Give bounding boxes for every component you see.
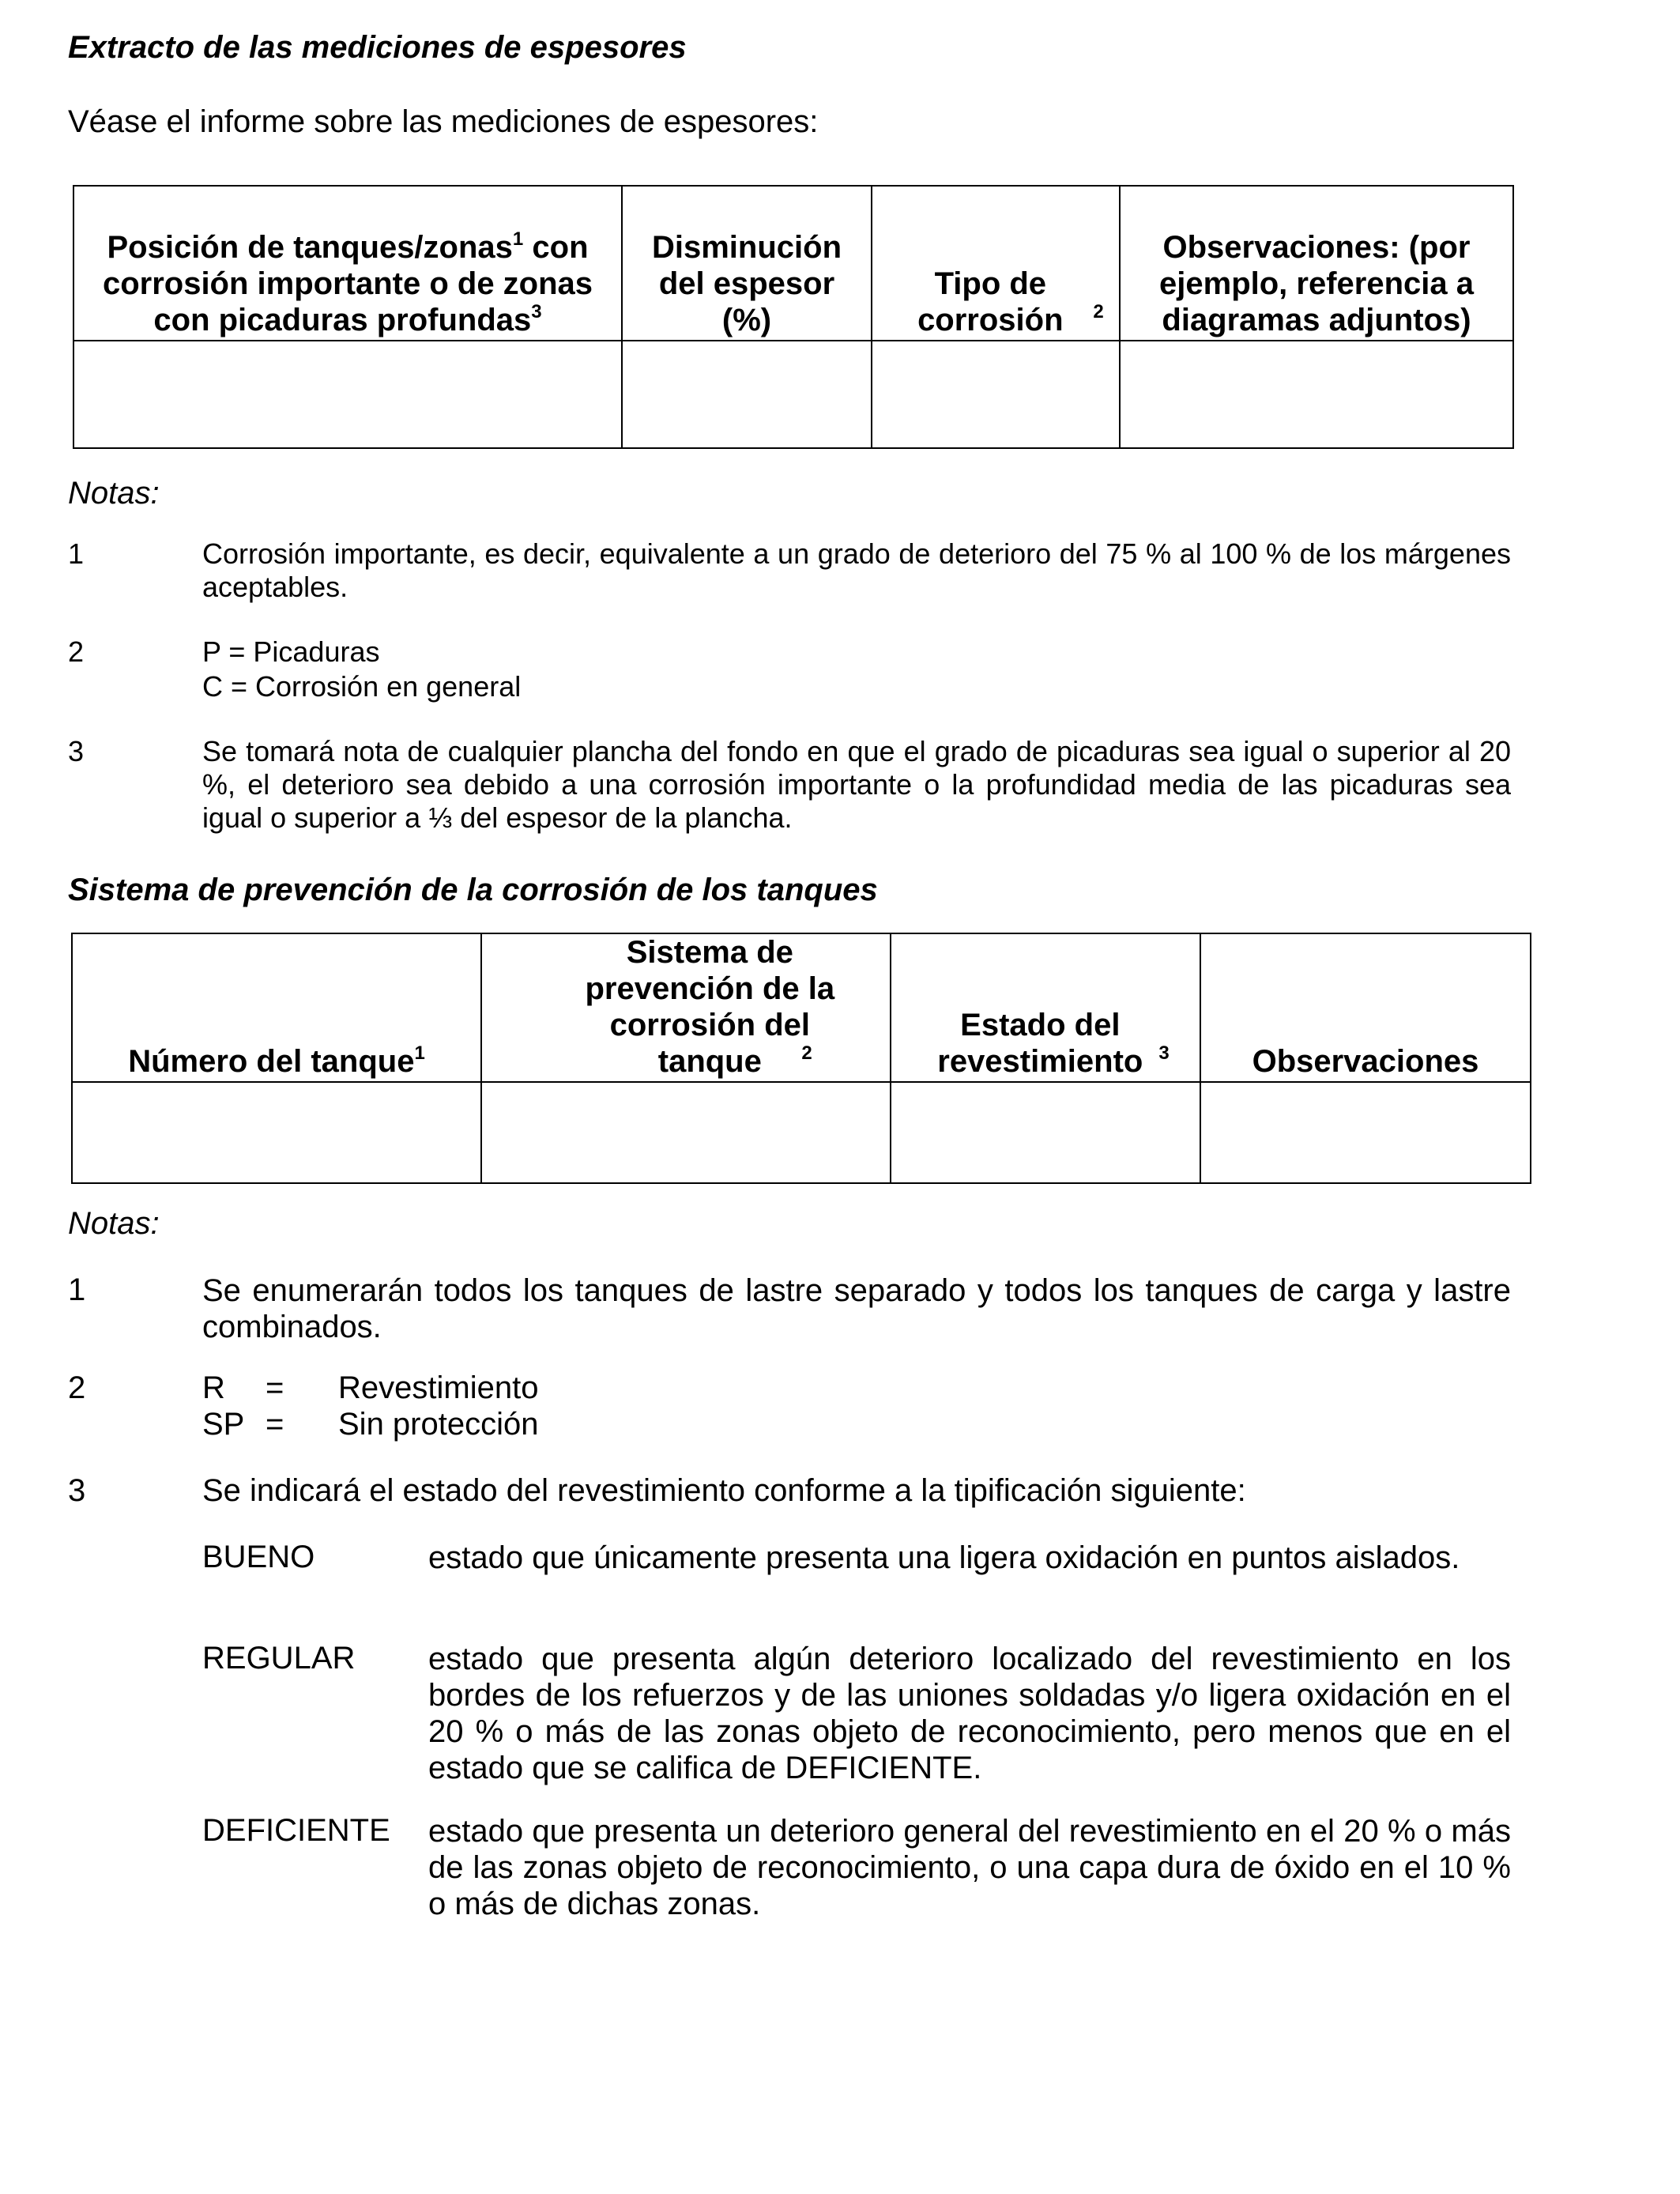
header-type	[872, 186, 1120, 341]
note-number: 2	[68, 1370, 86, 1405]
header-prevention-system	[481, 933, 891, 1082]
note-number: 2	[68, 635, 85, 668]
code-sp-text: Sin protección	[338, 1407, 539, 1442]
section-title-corrosion-prevention: Sistema de prevención de la corrosión de los tanques	[68, 873, 878, 907]
code-sp: SP	[202, 1407, 245, 1442]
table-cell[interactable]	[872, 341, 1120, 448]
footnote-ref: 1	[414, 1042, 425, 1064]
section-title-thickness: Extracto de las mediciones de espesores	[68, 30, 687, 65]
header-observations-2	[1200, 933, 1531, 1082]
header-coating-state	[891, 933, 1200, 1082]
header-position-text: Posición de tanques/zonas	[107, 230, 513, 265]
table-row	[72, 1082, 1531, 1183]
header-prevention-system-text: Sistema de prevención de la corrosión del tanque	[585, 935, 835, 1079]
header-decrease	[622, 186, 872, 341]
note-text: Corrosión importante, es decir, equivalente a un grado de deterioro del 75 % al 100 % de los márgenes aceptables.	[202, 537, 1511, 603]
state-def-regular: estado que presenta algún deterioro localizado del revestimiento en los bordes de los refuerzos y de las uniones soldadas y/o ligera oxidación en el 20 % o más de las zonas objeto de reconocimiento, pero menos que en el estado que se califica de DEFICIENTE.	[428, 1642, 1511, 1785]
note-line: P = Picaduras	[202, 635, 380, 668]
header-position-text-2: con corrosión importante o de zonas con picaduras profundas	[102, 230, 593, 337]
note-text: Se indicará el estado del revestimiento conforme a la tipificación siguiente:	[202, 1473, 1246, 1508]
header-observations-text: Observaciones: (por ejemplo, referencia a diagramas adjuntos)	[1159, 230, 1474, 337]
table-cell[interactable]	[72, 1082, 481, 1183]
table-cell[interactable]	[1200, 1082, 1531, 1183]
thickness-table-header	[73, 186, 1513, 341]
code-r: R	[202, 1370, 225, 1405]
footnote-ref: 3	[531, 301, 542, 322]
state-term-regular: REGULAR	[202, 1641, 356, 1676]
notes-label: Notas:	[68, 476, 160, 511]
header-coating-state-text: Estado del revestimiento	[937, 1008, 1143, 1079]
footnote-ref: 3	[1158, 1042, 1170, 1064]
header-tank-number-text: Número del tanque	[128, 1044, 415, 1079]
thickness-table	[73, 185, 1514, 449]
state-def-bueno: estado que únicamente presenta una ligera oxidación en puntos aislados.	[428, 1540, 1460, 1575]
table-cell[interactable]	[481, 1082, 891, 1183]
code-equals: =	[266, 1370, 284, 1405]
state-def-deficiente: estado que presenta un deterioro general del revestimiento en el 20 % o más de las zonas objeto de reconocimiento, o una capa dura de óxido en el 10 % o más de dichas zonas.	[428, 1814, 1511, 1921]
state-term-bueno: BUENO	[202, 1540, 315, 1574]
table-cell[interactable]	[73, 341, 622, 448]
note-number: 1	[68, 537, 85, 570]
header-observations	[1120, 186, 1513, 341]
header-type-text: Tipo de corrosión	[917, 266, 1064, 337]
note-number: 3	[68, 735, 85, 767]
note-line: C = Corrosión en general	[202, 670, 522, 703]
thickness-intro: Véase el informe sobre las mediciones de espesores:	[68, 104, 819, 139]
header-position	[73, 186, 622, 341]
table-cell[interactable]	[622, 341, 872, 448]
note-text: Se enumerarán todos los tanques de lastre separado y todos los tanques de carga y lastre combinados.	[202, 1273, 1511, 1344]
note-number: 1	[68, 1272, 86, 1307]
code-equals: =	[266, 1407, 284, 1442]
state-term-deficiente: DEFICIENTE	[202, 1813, 390, 1848]
footnote-ref: 2	[801, 1042, 812, 1064]
footnote-ref: 1	[512, 228, 524, 250]
table-row	[73, 341, 1513, 448]
notes-label-2: Notas:	[68, 1206, 160, 1241]
footnote-ref: 2	[1093, 301, 1104, 322]
header-tank-number	[72, 933, 481, 1082]
table-cell[interactable]	[891, 1082, 1200, 1183]
header-decrease-text: Disminución del espesor (%)	[651, 230, 842, 337]
prevention-table	[71, 933, 1531, 1184]
prevention-table-header	[72, 933, 1531, 1082]
table-cell[interactable]	[1120, 341, 1513, 448]
header-observations-2-text: Observaciones	[1252, 1044, 1479, 1079]
note-number: 3	[68, 1473, 86, 1508]
note-text: Se tomará nota de cualquier plancha del fondo en que el grado de picaduras sea igual o superior al 20 %, el deterioro sea debido a una corrosión importante o la profundidad media de las picaduras sea igual o superior a ⅓ del espesor de la plancha.	[202, 735, 1511, 834]
code-r-text: Revestimiento	[338, 1370, 539, 1405]
